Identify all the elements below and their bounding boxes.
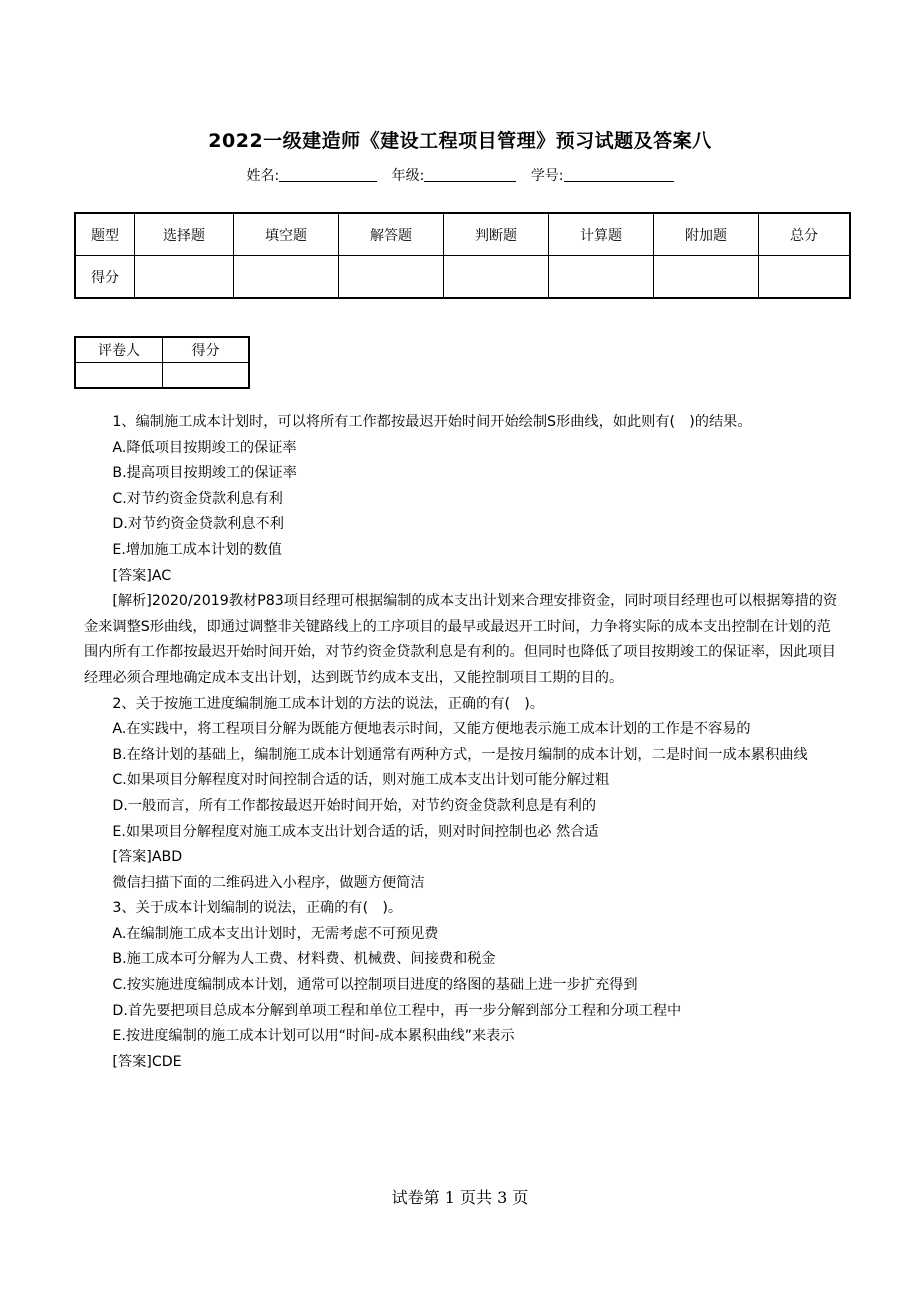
question-option: A.在实践中，将工程项目分解为既能方便地表示时间，又能方便地表示施工成本计划的工作是不容易的 (112, 721, 751, 738)
score-table-header-row (75, 213, 850, 256)
student-id-label: 学号: (530, 168, 564, 184)
questions-section (84, 410, 844, 1075)
grade-field[interactable] (424, 167, 516, 182)
score-table-header-cell: 解答题 (339, 213, 444, 256)
score-cell[interactable] (339, 256, 444, 299)
question-option: B.提高项目按期竣工的保证率 (112, 465, 297, 482)
score-table (74, 212, 851, 299)
score-cell[interactable] (234, 256, 339, 299)
question-stem: 2、关于按施工进度编制施工成本计划的方法的说法，正确的有( )。 (112, 695, 544, 712)
score-table-header-cell: 选择题 (135, 213, 234, 256)
grader-header-cell: 得分 (163, 337, 250, 363)
score-table-header-cell: 总分 (759, 213, 851, 256)
score-table-score-row (75, 256, 850, 299)
score-cell[interactable] (135, 256, 234, 299)
grade-label: 年级: (391, 168, 425, 184)
grader-table-header-row (75, 337, 249, 363)
name-field[interactable] (279, 167, 377, 182)
name-label: 姓名: (246, 168, 280, 184)
grader-score-cell[interactable] (163, 363, 250, 389)
score-cell[interactable] (759, 256, 851, 299)
student-id-field[interactable] (564, 167, 674, 182)
answer-line: [答案]CDE (112, 1053, 182, 1070)
question-option: C.对节约资金贷款利息有利 (112, 490, 283, 507)
score-table-header-cell: 题型 (75, 213, 135, 256)
question-option: D.首先要把项目总成本分解到单项工程和单位工程中，再一步分解到部分工程和分项工程中 (112, 1002, 682, 1019)
score-cell[interactable] (549, 256, 654, 299)
question-option: B.在络计划的基础上，编制施工成本计划通常有两种方式，一是按月编制的成本计划，二是时间一成本累积曲线 (112, 746, 808, 763)
question-option: D.一般而言，所有工作都按最迟开始时间开始，对节约资金贷款利息是有利的 (112, 797, 597, 814)
question-option: E.增加施工成本计划的数值 (112, 541, 282, 558)
question-option: E.按进度编制的施工成本计划可以用“时间-成本累积曲线”来表示 (112, 1028, 515, 1045)
score-table-header-cell: 判断题 (444, 213, 549, 256)
promo-note: 微信扫描下面的二维码进入小程序，做题方便简洁 (112, 874, 425, 891)
score-cell[interactable] (654, 256, 759, 299)
score-table-header-cell: 附加题 (654, 213, 759, 256)
score-table-header-cell: 填空题 (234, 213, 339, 256)
score-cell[interactable] (444, 256, 549, 299)
analysis-paragraph: [解析]2020/2019教材P83项目经理可根据编制的成本支出计划来合理安排资金，同时项目经理也可以根据筹措的资金来调整S形曲线，即通过调整非关键路线上的工序项目的最早或最迟开工时间，力争将实际的成本支出控制在计划的范围内所有工作都按最迟开始时间开始，对节约资金贷款利息是有利的。但同时也降低了项目按期竣工的保证率，因此项目经理必须合理地确定成本支出计划，达到既节约成本支出，又能控制项目工期的目的。 (84, 593, 838, 686)
question-option: A.降低项目按期竣工的保证率 (112, 439, 297, 456)
student-info-line (0, 165, 920, 185)
question-option: C.如果项目分解程度对时间控制合适的话，则对施工成本支出计划可能分解过粗 (112, 772, 610, 789)
grader-table (74, 336, 250, 389)
score-row-label: 得分 (75, 256, 135, 299)
grader-cell[interactable] (75, 363, 163, 389)
question-option: D.对节约资金贷款利息不利 (112, 516, 284, 533)
answer-line: [答案]ABD (112, 849, 183, 866)
grader-table-entry-row (75, 363, 249, 389)
answer-line: [答案]AC (112, 567, 172, 584)
question-option: E.如果项目分解程度对施工成本支出计划合适的话，则对时间控制也必 然合适 (112, 823, 599, 840)
question-option: B.施工成本可分解为人工费、材料费、机械费、间接费和税金 (112, 951, 496, 968)
score-table-header-cell: 计算题 (549, 213, 654, 256)
question-stem: 1、编制施工成本计划时，可以将所有工作都按最迟开始时间开始绘制S形曲线，如此则有( )的结果。 (112, 414, 752, 430)
page-footer: 试卷第 1 页共 3 页 (391, 1188, 529, 1207)
page-title: 2022一级建造师《建设工程项目管理》预习试题及答案八 (208, 130, 712, 152)
grader-header-cell: 评卷人 (75, 337, 163, 363)
question-option: A.在编制施工成本支出计划时，无需考虑不可预见费 (112, 925, 439, 942)
question-option: C.按实施进度编制成本计划，通常可以控制项目进度的络图的基础上进一步扩充得到 (112, 977, 638, 994)
question-stem: 3、关于成本计划编制的说法，正确的有( )。 (112, 900, 403, 917)
